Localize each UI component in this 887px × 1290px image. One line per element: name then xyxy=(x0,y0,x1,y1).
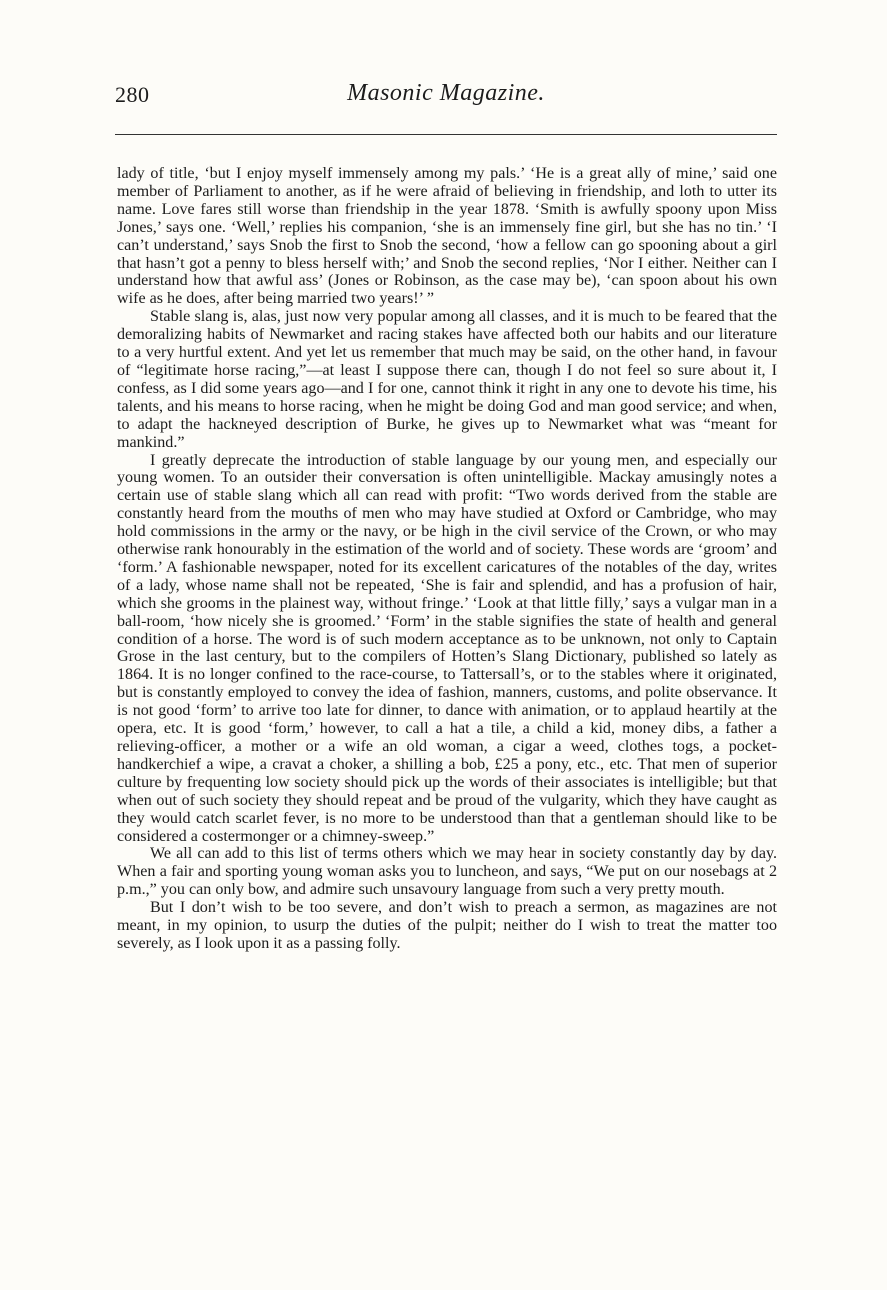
paragraph: I greatly deprecate the introduction of stable language by our young men, and especially our young women. To an outsider their conversation is often unintelligible. Mackay amusingly notes a certain use of stable slang which all can read with profit: “Two words derived from the stable are constantly heard from the mouths of men who may have studied at Oxford or Cambridge, who may hold commissions in the army or the navy, or be high in the civil service of the Crown, or who may otherwise rank honourably in the estimation of the world and of society. These words are ‘groom’ and ‘form.’ A fashionable newspaper, noted for its excellent caricatures of the notables of the day, writes of a lady, whose name shall not be repeated, ‘She is fair and splendid, and has a profusion of hair, which she grooms in the plainest way, without fringe.’ ‘Look at that little filly,’ says a vulgar man in a ball-room, ‘how nicely she is groomed.’ ‘Form’ in the stable signifies the state of health and general condition of a horse. The word is of such modern acceptance as to be unknown, not only to Captain Grose in the last century, but to the compilers of Hotten’s Slang Dictionary, published so lately as 1864. It is no longer confined to the race-course, to Tattersall’s, or to the stables where it originated, but is constantly employed to convey the idea of fashion, manners, customs, and polite observance. It is not good ‘form’ to arrive too late for dinner, to dance with animation, or to applaud heartily at the opera, etc. It is good ‘form,’ however, to call a hat a tile, a child a kid, money dibs, a father a relieving-officer, a mother or a wife an old woman, a cigar a weed, clothes togs, a pocket-handkerchief a wipe, a cravat a choker, a shilling a bob, £25 a pony, etc., etc. That men of superior culture by frequenting low society should pick up the words of their associates is intelligible; but that when out of such society they should repeat and be proud of the vulgarity, which they have caught as they would catch scarlet fever, is no more to be understood than that a gentleman should like to be considered a costermonger or a chimney-sweep.” xyxy=(117,451,777,845)
page-header xyxy=(115,76,777,116)
article-body xyxy=(117,165,777,953)
paragraph: But I don’t wish to be too severe, and don’t wish to preach a sermon, as magazines are not meant, in my opinion, to usurp the duties of the pulpit; neither do I wish to treat the matter too severely, as I look upon it as a passing folly. xyxy=(117,899,777,952)
header-rule xyxy=(115,134,777,135)
page-number: 280 xyxy=(115,82,150,107)
paragraph: We all can add to this list of terms others which we may hear in society constantly day by day. When a fair and sporting young woman asks you to luncheon, and says, “We put on our nosebags at 2 p.m.,” you can only bow, and admire such unsavoury language from such a very pretty mouth. xyxy=(117,845,777,899)
paragraph: Stable slang is, alas, just now very popular among all classes, and it is much to be feared that the demoralizing habits of Newmarket and racing stakes have affected both our habits and our literature to a very hurtful extent. And yet let us remember that much may be said, on the other hand, in favour of “legitimate horse racing,”—at least I suppose there can, though I do not feel so sure about it, I confess, as I did some years ago—and I for one, cannot think it right in any one to devote his time, his talents, and his means to horse racing, when he might be doing God and man good service; and when, to adapt the hackneyed description of Burke, he gives up to Newmarket what was “meant for mankind.” xyxy=(117,308,777,451)
paragraph: lady of title, ‘but I enjoy myself immensely among my pals.’ ‘He is a great ally of mine,’ said one member of Parliament to another, as if he were afraid of believing in friendship, and loth to utter its name. Love fares still worse than friendship in the year 1878. ‘Smith is awfully spoony upon Miss Jones,’ says one. ‘Well,’ replies his companion, ‘she is an immensely fine girl, but she has no tin.’ ‘I can’t understand,’ says Snob the first to Snob the second, ‘how a fellow can go spooning about a girl that hasn’t got a penny to bless herself with;’ and Snob the second replies, ‘Nor I either. Neither can I understand how that awful ass’ (Jones or Robinson, as the case may be), ‘can spoon about his own wife as he does, after being married two years!’ ” xyxy=(117,165,777,308)
running-title: Masonic Magazine. xyxy=(347,80,545,106)
